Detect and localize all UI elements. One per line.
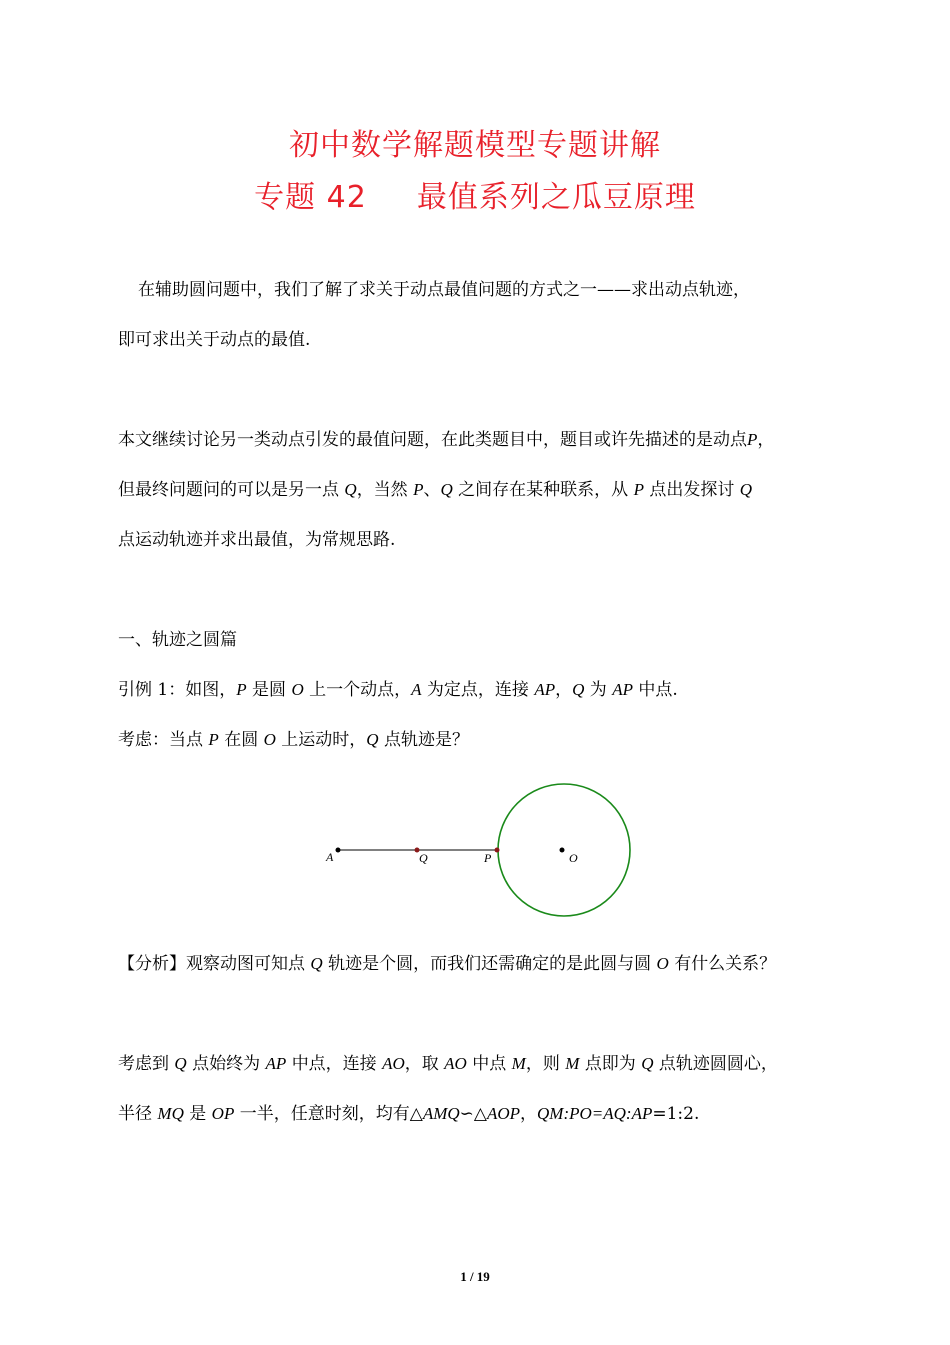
para2-line-3: 点运动轨迹并求出最值，为常规思路. bbox=[118, 530, 396, 550]
reason-line-2: 半径 MQ 是 OP 一半，任意时刻，均有△AMQ∽△AOP，QM:PO=AQ:AP=1:2. bbox=[118, 1104, 700, 1124]
figure-circle-diagram bbox=[320, 775, 640, 925]
label-p: P bbox=[484, 851, 492, 865]
label-a: A bbox=[326, 850, 334, 864]
reason-line-1: 考虑到 Q 点始终为 AP 中点，连接 AO，取 AO 中点 M，则 M 点即为 Q 点轨迹圆圆心， bbox=[118, 1054, 778, 1074]
para2-line-1: 本文继续讨论另一类动点引发的最值问题，在此类题目中，题目或许先描述的是动点P， bbox=[118, 430, 775, 450]
analysis-line: 【分析】观察动图可知点 Q 轨迹是个圆，而我们还需确定的是此圆与圆 O 有什么关系？ bbox=[118, 954, 777, 974]
section-heading: 一、轨迹之圆篇 bbox=[118, 630, 237, 650]
topic-name: 最值系列之瓜豆原理 bbox=[416, 180, 696, 215]
label-o: O bbox=[569, 851, 578, 865]
document-title: 初中数学解题模型专题讲解 bbox=[289, 128, 661, 163]
consider-question: 考虑：当点 P 在圆 O 上运动时，Q 点轨迹是？ bbox=[118, 730, 469, 750]
label-q: Q bbox=[419, 851, 428, 865]
document-subtitle bbox=[0, 172, 950, 216]
intro-line-2: 即可求出关于动点的最值. bbox=[118, 330, 311, 350]
point-a bbox=[336, 848, 341, 853]
para2-line-2: 但最终问题问的可以是另一点 Q，当然 P、Q 之间存在某种联系，从 P 点出发探讨 Q bbox=[118, 480, 753, 500]
topic-number: 专题 42 bbox=[254, 180, 367, 215]
point-p bbox=[495, 848, 500, 853]
page-number: 1 / 19 bbox=[460, 1269, 490, 1284]
example-1: 引例 1：如图，P 是圆 O 上一个动点，A 为定点，连接 AP，Q 为 AP 中点. bbox=[118, 680, 678, 700]
point-o bbox=[560, 848, 565, 853]
intro-line-1: 在辅助圆问题中，我们了解了求关于动点最值问题的方式之一——求出动点轨迹， bbox=[138, 280, 750, 300]
